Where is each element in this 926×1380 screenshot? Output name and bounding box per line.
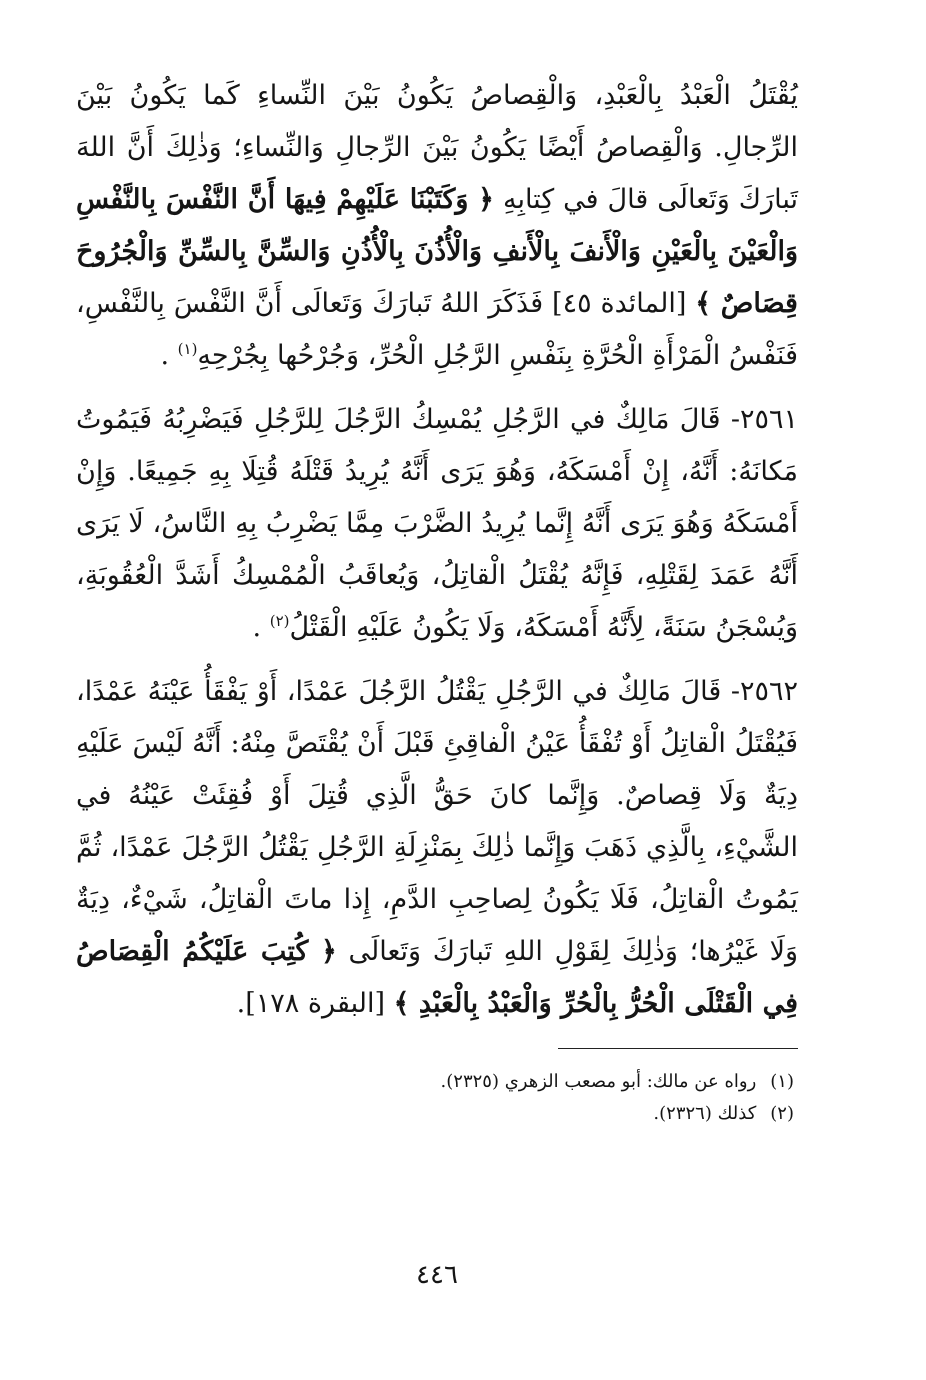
page-content xyxy=(76,70,798,1330)
paragraph-2562 xyxy=(76,666,798,1030)
paragraph-end: . xyxy=(160,340,178,371)
quran-quote: ﴿ كُتِبَ عَلَيْكُمُ الْقِصَاصُ فِي الْقَتْلَى الْحُرُّ بِالْحُرِّ وَالْعَبْدُ بِالْعَبْدِ ﴾ xyxy=(76,936,798,1019)
footnote-text: رواه عن مالك: أبو مصعب الزهري (٢٣٢٥). xyxy=(440,1071,757,1092)
footnote-number: (١) xyxy=(770,1071,794,1092)
paragraph-text: يُقْتَلُ الْعَبْدُ بِالْعَبْدِ، وَالْقِصاصُ يَكُونُ بَيْنَ النِّساءِ كَما يَكُونُ بَيْنَ الرِّجالِ. وَالْقِصاصُ أَيْضًا يَكُونُ بَيْنَ الرِّجالِ وَالنِّساءِ؛ وَذٰلِكَ أَنَّ اللهَ تَبارَكَ وَتَعالَى قالَ في كِتابِهِ xyxy=(76,80,798,215)
paragraph-text: ٢٥٦١- قَالَ مَالِكٌ في الرَّجُلِ يُمْسِكُ الرَّجُلَ لِلرَّجُلِ فَيَضْرِبُهُ فَيَمُوتُ مَكانَهُ: أَنَّهُ، إِنْ أَمْسَكَهُ، وَهُوَ يَرَى أَنَّهُ يُرِيدُ قَتْلَهُ قُتِلَا بِهِ جَمِيعًا. وَإِنْ أَمْسَكَهُ وَهُوَ يَرَى أَنَّهُ إِنَّما يُرِيدُ الضَّرْبَ مِمَّا يَضْرِبُ بِهِ النَّاسُ، لَا يَرَى أَنَّهُ عَمَدَ لِقَتْلِهِ، فَإِنَّهُ يُقْتَلُ الْقاتِلُ، وَيُعاقَبُ الْمُمْسِكُ أَشَدَّ الْعُقُوبَةِ، وَيُسْجَنُ سَنَةً، لِأَنَّهُ أَمْسَكَهُ، وَلَا يَكُونُ عَلَيْهِ الْقَتْلُ xyxy=(76,404,798,643)
footnote-item xyxy=(94,1066,794,1098)
paragraph-text: فَذَكَرَ اللهُ تَبارَكَ وَتَعالَى أَنَّ النَّفْسَ بِالنَّفْسِ، فَنَفْسُ الْمَرْأَةِ الْحُرَّةِ بِنَفْسِ الرَّجُلِ الْحُرِّ، وَجُرْحُها بِجُرْحِهِ xyxy=(76,288,798,371)
footnote-number: (٢) xyxy=(770,1103,794,1124)
page-number: ٤٤٦ xyxy=(416,1260,458,1290)
quran-reference: [البقرة ١٧٨] xyxy=(245,988,386,1019)
footnotes xyxy=(94,1066,794,1130)
footnote-text: كذلك (٢٣٢٦). xyxy=(653,1103,757,1124)
paragraph-end: . xyxy=(252,612,270,643)
footnote-marker[interactable]: (١) xyxy=(177,340,198,358)
paragraph-2561 xyxy=(76,394,798,654)
footnote-divider xyxy=(558,1048,798,1049)
paragraph-text: ٢٥٦٢- قَالَ مَالِكٌ في الرَّجُلِ يَقْتُلُ الرَّجُلَ عَمْدًا، أَوْ يَفْقَأُ عَيْنَهُ عَمْدًا، فَيُقْتَلُ الْقاتِلُ أَوْ تُفْقَأُ عَيْنُ الْفاقِئِ قَبْلَ أَنْ يُقْتَصَّ مِنْهُ: أَنَّهُ لَيْسَ عَلَيْهِ دِيَةٌ وَلَا قِصاصٌ. وَإِنَّما كانَ حَقُّ الَّذِي قُتِلَ أَوْ فُقِئَتْ عَيْنُهُ في الشَّيْءِ، بِالَّذِي ذَهَبَ وَإِنَّما ذٰلِكَ بِمَنْزِلَةِ الرَّجُلِ يَقْتُلُ الرَّجُلَ عَمْدًا، ثُمَّ يَمُوتُ الْقاتِلُ، فَلَا يَكُونُ لِصاحِبِ الدَّمِ، إِذا ماتَ الْقاتِلُ، شَيْءٌ، دِيَةٌ وَلَا غَيْرُها؛ وَذٰلِكَ لِقَوْلِ اللهِ تَبارَكَ وَتَعالَى xyxy=(76,676,799,967)
quran-reference: [المائدة ٤٥] xyxy=(552,288,687,319)
paragraph-intro xyxy=(76,70,798,382)
footnote-marker[interactable]: (٢) xyxy=(269,612,290,630)
quran-quote: ﴿ وَكَتَبْنَا عَلَيْهِمْ فِيهَا أَنَّ النَّفْسَ بِالنَّفْسِ وَالْعَيْنَ بِالْعَيْنِ وَالْأَنفَ بِالْأَنفِ وَالْأُذُنَ بِالْأُذُنِ وَالسِّنَّ بِالسِّنِّ وَالْجُرُوحَ قِصَاصٌ ﴾ xyxy=(76,184,798,319)
paragraph-end: . xyxy=(236,988,246,1019)
footnote-item xyxy=(94,1098,794,1130)
